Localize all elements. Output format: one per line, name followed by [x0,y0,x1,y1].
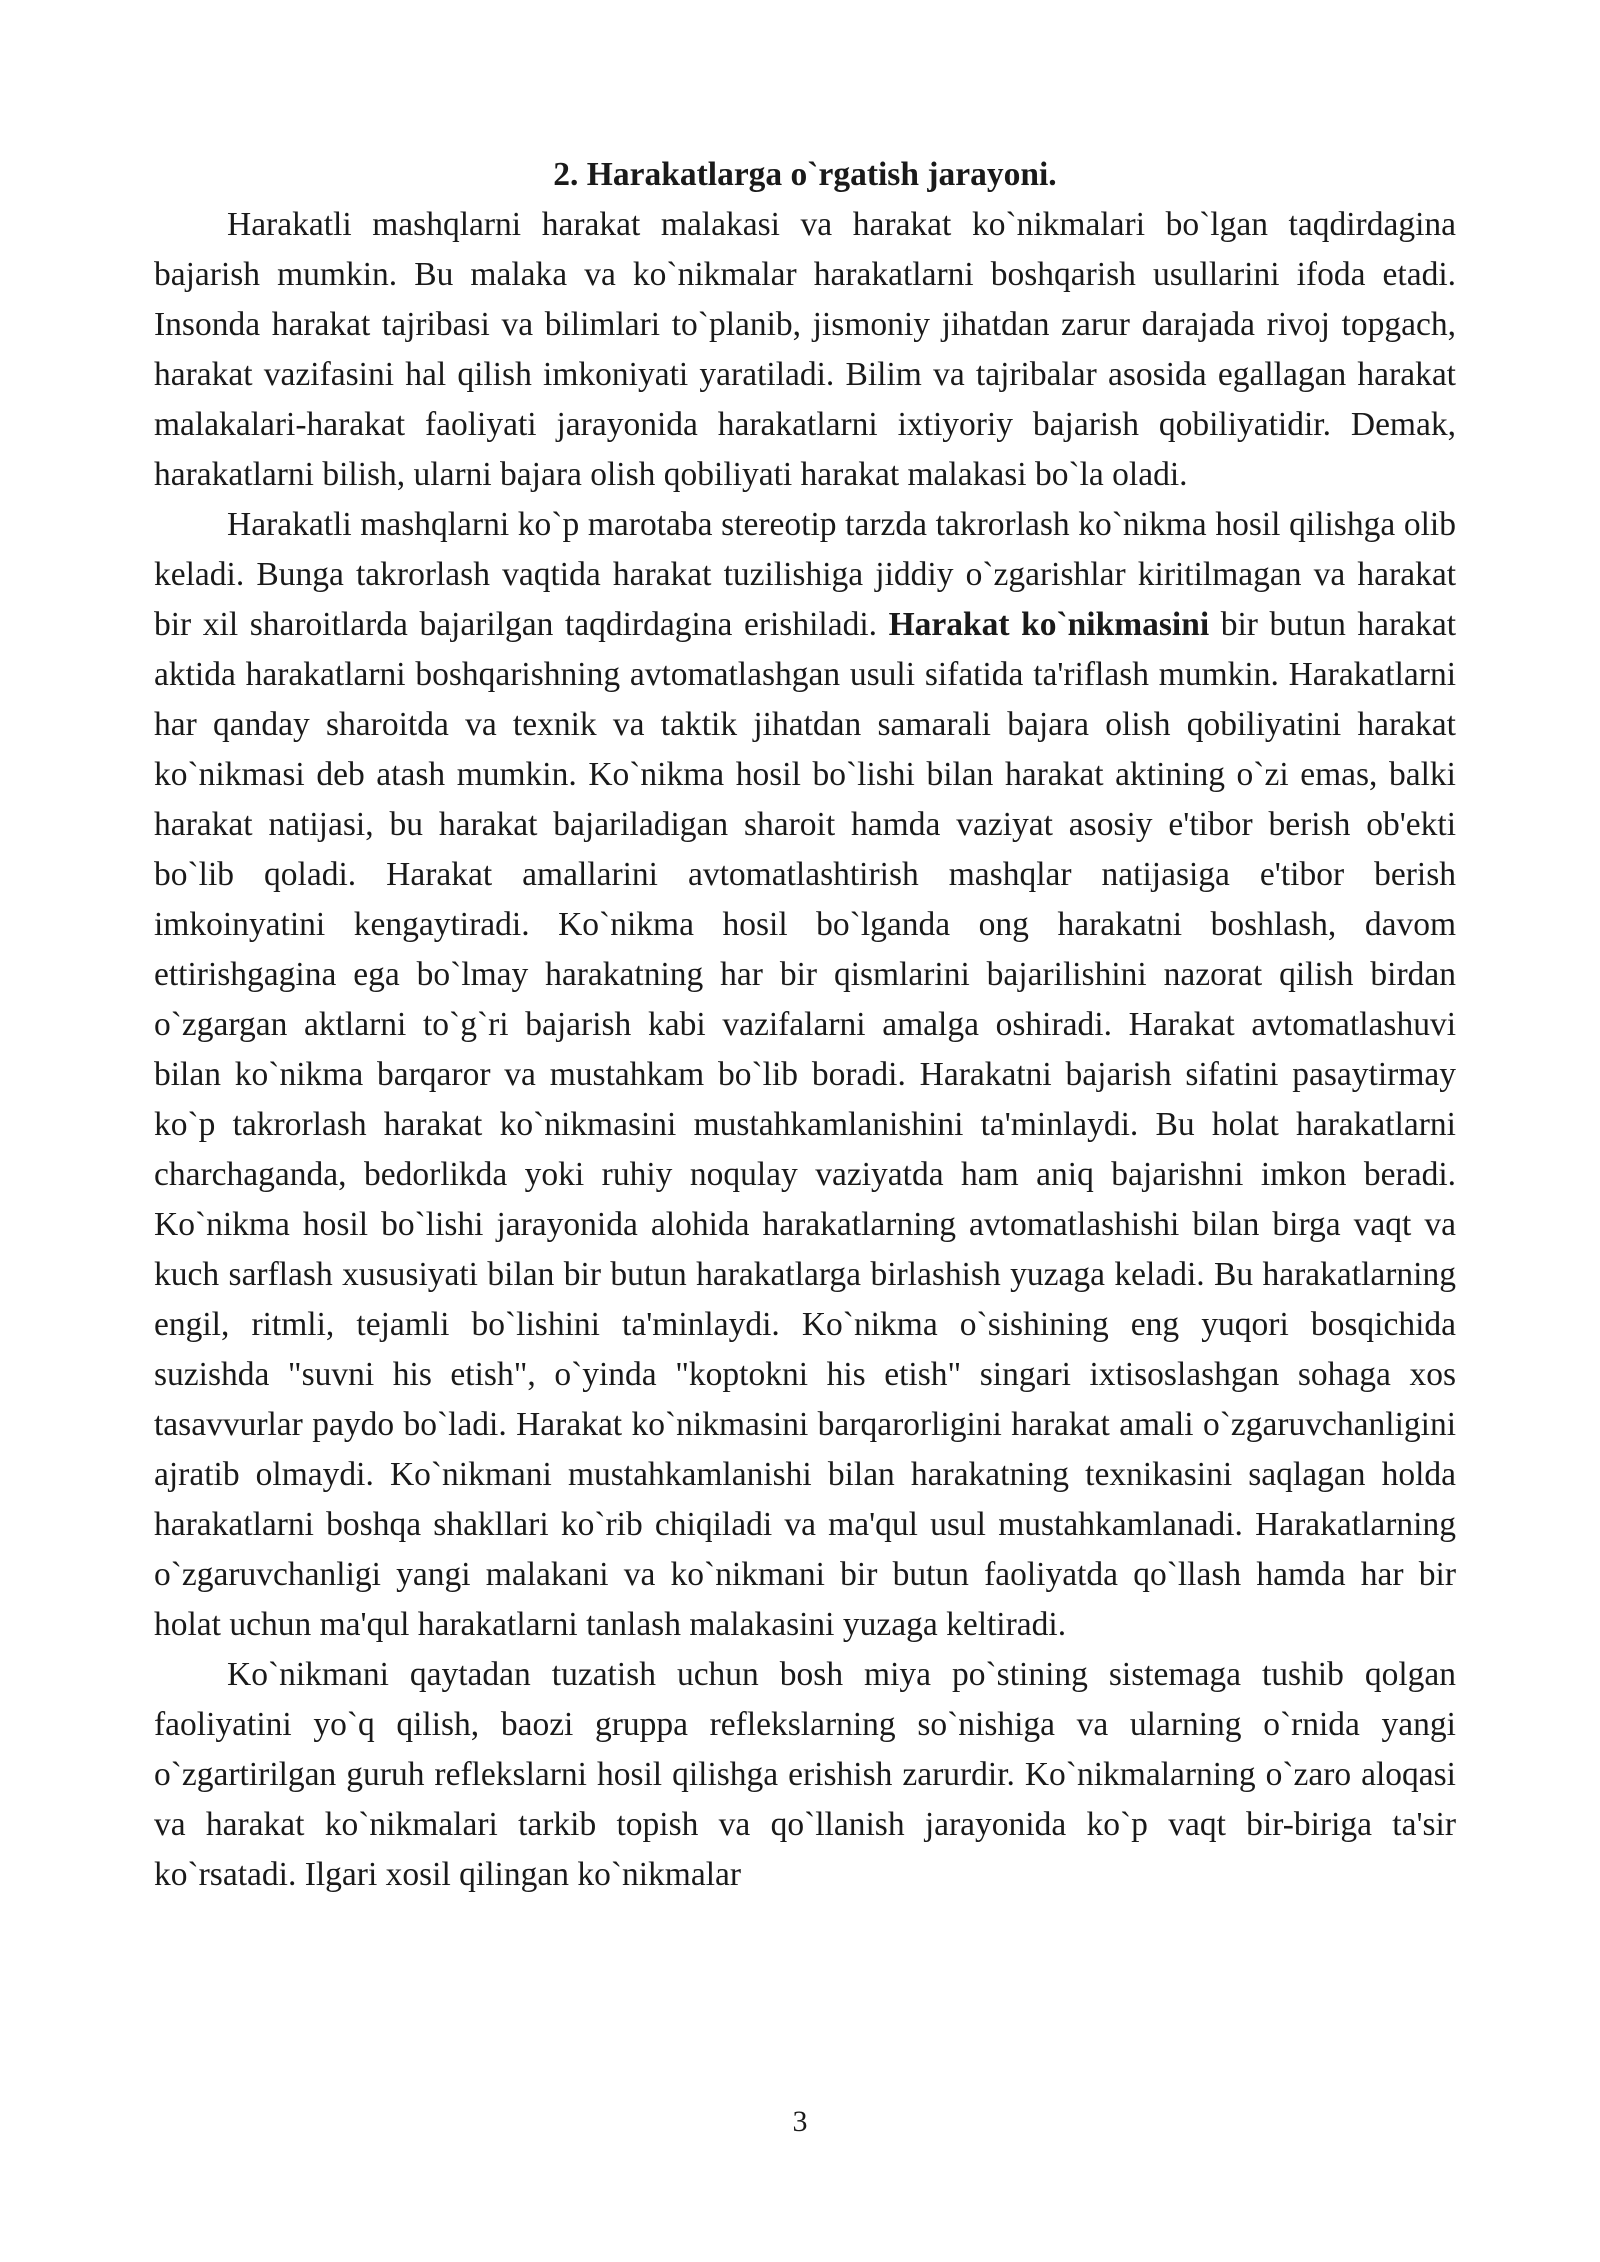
document-page [154,150,1456,1900]
paragraph-2-intro: Harakatli mashqlarni ko`p marotaba stereotip tarzda takrorlash ko`nikma hosil qilishga olib keladi. Bunga takrorlash vaqtida harakat tuzilishiga jiddiy o`zgarishlar kiritilmagan va harakat bir xil sharoitlarda bajarilgan taqdirdagina erishiladi. [154,506,1456,643]
bold-term: Harakat ko`nikmasini [888,606,1210,643]
paragraph-2 [154,500,1456,1650]
page-number: 3 [792,2105,808,2138]
paragraph-1: Harakatli mashqlarni harakat malakasi va harakat ko`nikmalari bo`lgan taqdirdagina bajarish mumkin. Bu malaka va ko`nikmalar harakatlarni boshqarish usullarini ifoda etadi. Insonda harakat tajribasi va bilimlari to`planib, jismoniy jihatdan zarur darajada rivoj topgach, harakat vazifasini hal qilish imkoniyati yaratiladi. Bilim va tajribalar asosida egallagan harakat malakalari-harakat faoliyati jarayonida harakatlarni ixtiyoriy bajarish qobiliyatidir. Demak, harakatlarni bilish, ularni bajara olish qobiliyati harakat malakasi bo`la oladi. [154,206,1456,493]
paragraph-2-body: bir butun harakat aktida harakatlarni boshqarishning avtomatlashgan usuli sifatida ta'riflash mumkin. Harakatlarni har qanday sharoitda va texnik va taktik jihatdan samarali bajara olish qobiliyatini harakat ko`nikmasi deb atash mumkin. Ko`nikma hosil bo`lishi bilan harakat aktining o`zi emas, balki harakat natijasi, bu harakat bajariladigan sharoit hamda vaziyat asosiy e'tibor berish ob'ekti bo`lib qoladi. Harakat amallarini avtomatlashtirish mashqlar natijasiga e'tibor berish imkoinyatini kengaytiradi. Ko`nikma hosil bo`lganda ong harakatni boshlash, davom ettirishgagina ega bo`lmay harakatning har bir qismlarini bajarilishini nazorat qilish birdan o`zgargan aktlarni to`g`ri bajarish kabi vazifalarni amalga oshiradi. Harakat avtomatlashuvi bilan ko`nikma barqaror va mustahkam bo`lib boradi. Harakatni bajarish sifatini pasaytirmay ko`p takrorlash harakat ko`nikmasini mustahkamlanishini ta'minlaydi. Bu holat harakatlarni charchaganda, bedorlikda yoki ruhiy noqulay vaziyatda ham aniq bajarishni imkon beradi. Ko`nikma hosil bo`lishi jarayonida alohida harakatlarning avtomatlashishi bilan birga vaqt va kuch sarflash xususiyati bilan bir butun harakatlarga birlashish yuzaga keladi. Bu harakatlarning engil, ritmli, tejamli bo`lishini ta'minlaydi. Ko`nikma o`sishining eng yuqori bosqichida suzishda "suvni his etish", o`yinda "koptokni his etish" singari ixtisoslashgan sohaga xos tasavvurlar paydo bo`ladi. Harakat ko`nikmasini barqarorligini harakat amali o`zgaruvchanligini ajratib olmaydi. Ko`nikmani mustahkamlanishi bilan harakatning texnikasini saqlagan holda harakatlarni boshqa shakllari ko`rib chiqiladi va ma'qul usul mustahkamlanadi. Harakatlarning o`zgaruvchanligi yangi malakani va ko`nikmani bir butun faoliyatda qo`llash hamda har bir holat uchun ma'qul harakatlarni tanlash malakasini yuzaga keltiradi. [154,606,1456,1643]
paragraph-3: Ko`nikmani qaytadan tuzatish uchun bosh miya po`stining sistemaga tushib qolgan faoliyatini yo`q qilish, baozi gruppa reflekslarning so`nishiga va ularning o`rnida yangi o`zgartirilgan guruh reflekslarni hosil qilishga erishish zarurdir. Ko`nikmalarning o`zaro aloqasi va harakat ko`nikmalari tarkib topish va qo`llanish jarayonida ko`p vaqt bir-biriga ta'sir ko`rsatadi. Ilgari xosil qilingan ko`nikmalar [154,1656,1456,1893]
section-title: 2. Harakatlarga o`rgatish jarayoni. [553,156,1057,193]
